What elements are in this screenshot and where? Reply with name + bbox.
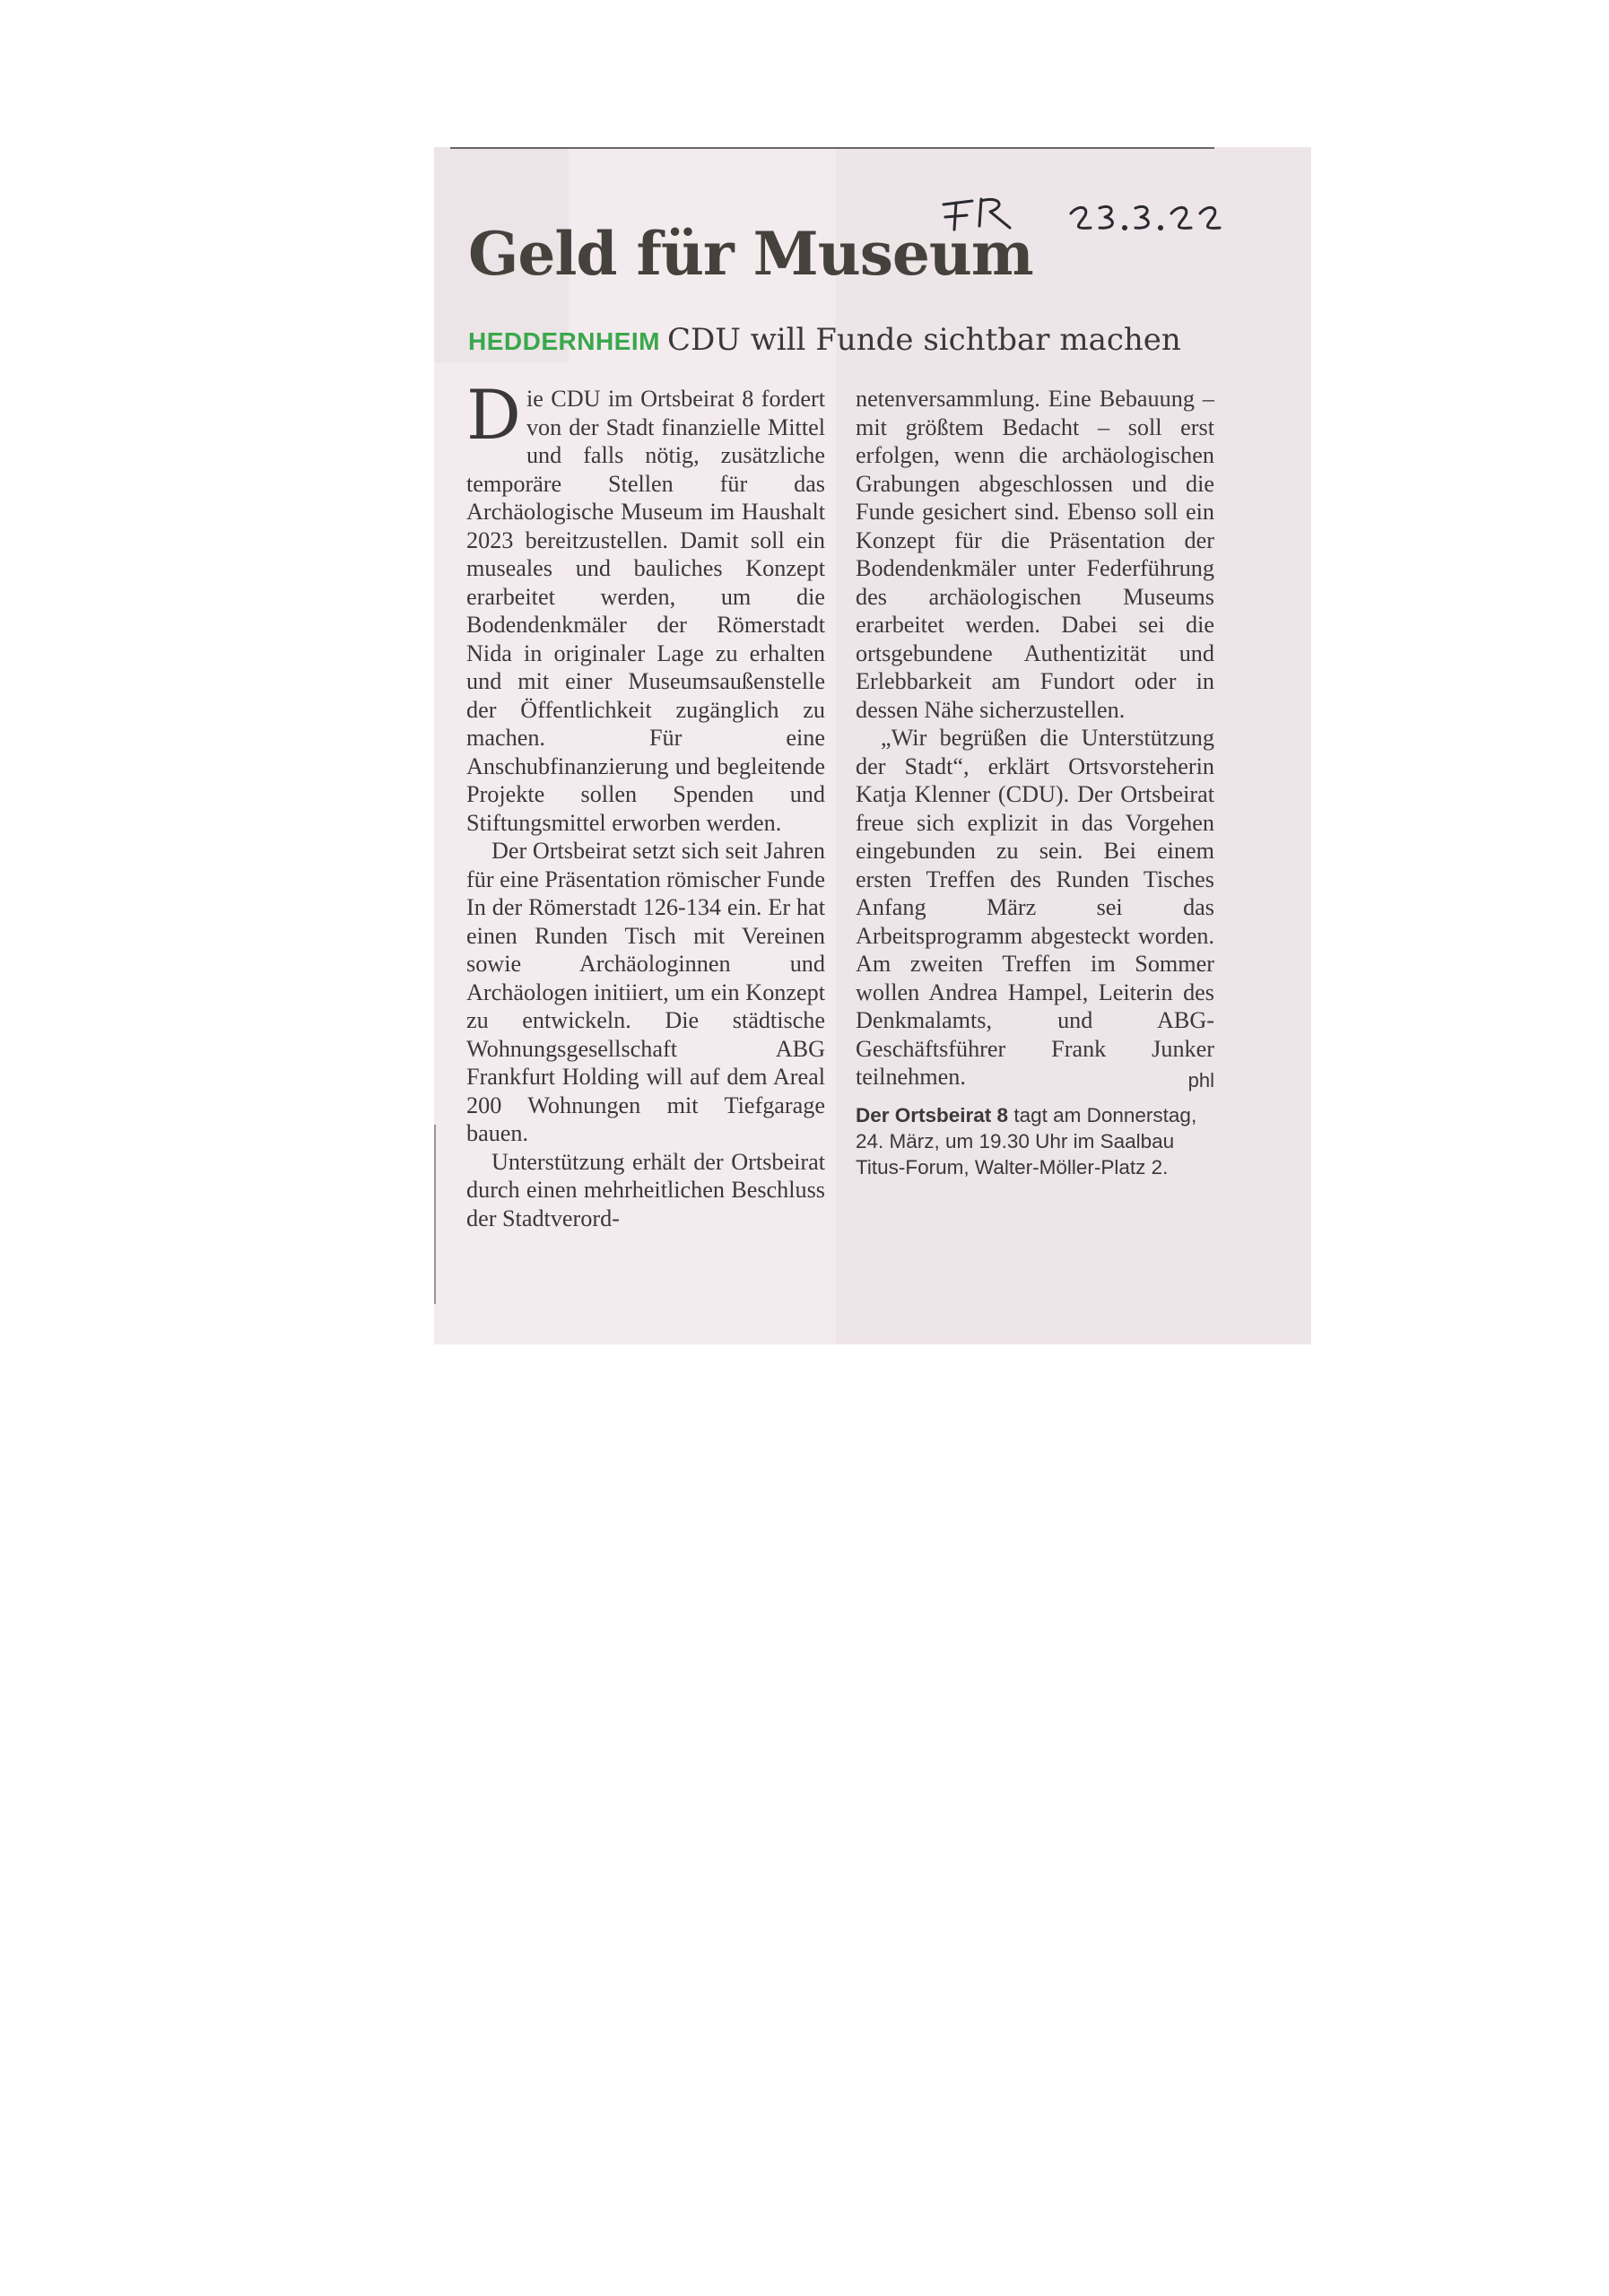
byline: phl	[1187, 1069, 1214, 1091]
event-note-text: tagt am Donnerstag, 24. März, um 19.30 Uhr im Saalbau Titus-Forum, Walter-Möller-Platz 2.	[856, 1103, 1197, 1178]
headline: Geld für Museum	[468, 219, 1033, 289]
paragraph	[856, 724, 1214, 1091]
article-column-right	[856, 385, 1214, 1180]
dropcap: D	[466, 375, 521, 455]
paragraph: Unterstützung erhält der Ortsbeirat durch einen mehrheitlichen Beschluss der Stadtverord-	[466, 1148, 825, 1231]
top-rule	[450, 147, 1214, 149]
paragraph	[466, 375, 825, 837]
newspaper-clipping	[434, 147, 1311, 1344]
event-note-lead: Der Ortsbeirat 8	[856, 1103, 1009, 1126]
kicker: HEDDERNHEIM	[468, 327, 660, 355]
paragraph-text: ie CDU im Ortsbeirat 8 fordert von der Stadt finanzielle Mittel und falls nötig, zusätzliche temporäre Stellen für das Archäologische Museum im Haushalt 2023 bereitzustellen. Damit soll ein museales und bauliches Konzept erarbeitet werden, um die Bodendenkmäler der Römerstadt Nida in originaler Lage zu erhalten und mit einer Museumsaußenstelle der Öffentlichkeit zugänglich zu machen. Für eine Anschubfinanzierung und begleitende Projekte sollen Spenden und Stiftungsmittel erworben werden.	[466, 386, 825, 836]
subheadline	[468, 322, 1222, 358]
subheadline-text: CDU will Funde sichtbar machen	[666, 322, 1181, 358]
paragraph-text: „Wir begrüßen die Unterstützung der Stadt“, erklärt Ortsvorsteherin Katja Klenner (CDU). Der Ortsbeirat freue sich explizit in das Vorgehen eingebunden zu sein. Bei einem ersten Treffen des Runden Tisches Anfang März sei das Arbeitsprogramm abgesteckt worden. Am zweiten Treffen im Sommer wollen Andrea Hampel, Leiterin des Denkmalamts, und ABG-Geschäftsführer Frank Junker teilnehmen.	[856, 725, 1214, 1090]
event-note	[856, 1102, 1214, 1180]
cut-edge-line	[434, 1125, 436, 1304]
paragraph: Der Ortsbeirat setzt sich seit Jahren für eine Präsentation römischer Funde In der Römerstadt 126-134 ein. Er hat einen Runden Tisch mit Vereinen sowie Archäologinnen und Archäologen initiiert, um ein Konzept zu entwickeln. Die städtische Wohnungsgesellschaft ABG Frankfurt Holding will auf dem Areal 200 Wohnungen mit Tiefgarage bauen.	[466, 838, 825, 1146]
article-column-left	[466, 375, 825, 1232]
paragraph: netenversammlung. Eine Bebauung – mit größtem Bedacht – soll erst erfolgen, wenn die archäologischen Grabungen abgeschlossen und die Funde gesichert sind. Ebenso soll ein Konzept für die Präsentation der Bodendenkmäler unter Federführung des archäologischen Museums erarbeitet werden. Dabei sei die ortsgebundene Authentizität und Erlebbarkeit am Fundort oder in dessen Nähe sicherzustellen.	[856, 386, 1214, 723]
